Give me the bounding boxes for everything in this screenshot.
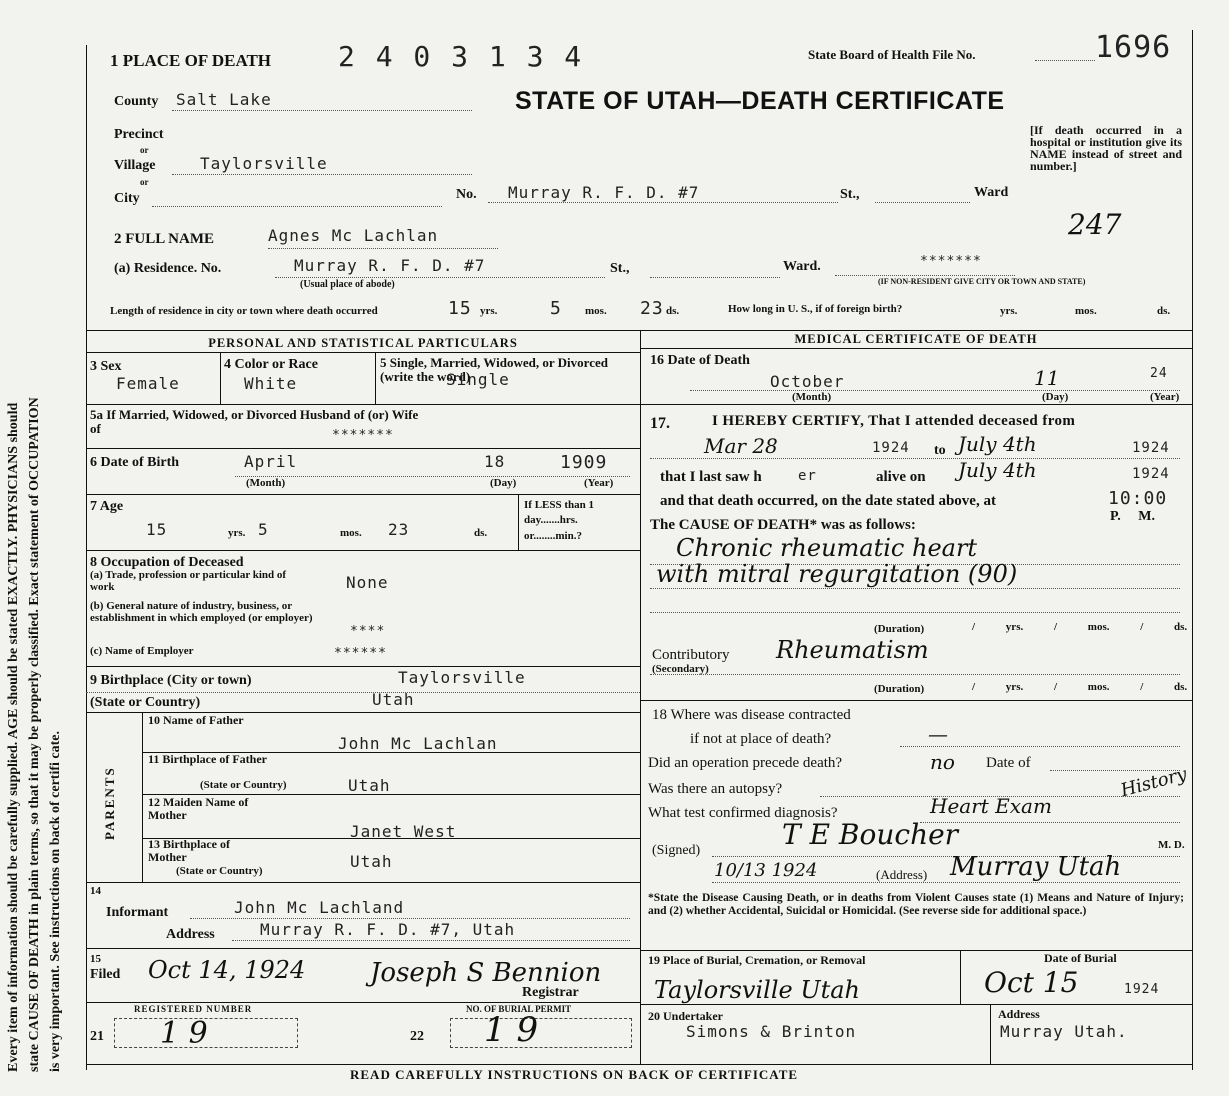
autopsy-label: Was there an autopsy? — [648, 781, 783, 797]
death-time: 10:00 — [1108, 488, 1168, 509]
cause-label: The CAUSE OF DEATH* was as follows: — [650, 517, 916, 533]
residence-ward-value: ******* — [920, 254, 982, 269]
to-date: July 4th — [958, 432, 1037, 456]
or-2: or — [140, 177, 149, 187]
registrar-label: Registrar — [522, 985, 579, 1000]
alive-date: July 4th — [958, 458, 1037, 482]
age-yrs-label: yrs. — [228, 527, 246, 539]
or-1: or — [140, 145, 149, 155]
residence-label: (a) Residence. No. — [114, 261, 222, 276]
village-label: Village — [114, 158, 156, 173]
age-label: 7 Age — [90, 499, 124, 514]
last-saw-pronoun: er — [798, 468, 817, 484]
marital-label: 5 Single, Married, Widowed, or Divorced (write the word) — [380, 355, 608, 384]
permit-prefix: 22 — [410, 1029, 424, 1044]
to-year: 1924 — [1132, 440, 1170, 456]
duration-label-1: (Duration) — [874, 623, 925, 635]
precinct-label: Precinct — [114, 127, 164, 142]
registrar-signature: Joseph S Bennion — [370, 958, 602, 988]
color-label: 4 Color or Race — [224, 357, 318, 372]
q18-label: 18 Where was disease contracted — [652, 707, 851, 723]
burial-date-label: Date of Burial — [1044, 951, 1117, 965]
burial-place-value: Taylorsville Utah — [654, 976, 860, 1004]
how-long-label: How long in U. S., if of foreign birth? — [728, 303, 903, 315]
spouse-label: 5a If Married, Widowed, or Divorced Husband of (or) Wife of — [90, 407, 419, 436]
dob-label: 6 Date of Birth — [90, 455, 180, 470]
length-yrs: 15 — [448, 298, 472, 319]
burial-place-label: 19 Place of Burial, Cremation, or Removal — [648, 953, 866, 967]
us-yrs-label: yrs. — [1000, 305, 1018, 317]
age-yrs: 15 — [146, 520, 168, 539]
death-year-caption: (Year) — [1150, 391, 1180, 403]
full-name-label: 2 FULL NAME — [114, 231, 215, 247]
cause-line-1: Chronic rheumatic heart — [676, 534, 978, 562]
employer-label: (c) Name of Employer — [90, 645, 194, 657]
informant-number: 14 — [90, 885, 101, 897]
trade-label: (a) Trade, profession or particular kind of work — [90, 569, 287, 593]
undertaker-label: 20 Undertaker — [648, 1009, 723, 1023]
contributory-value: Rheumatism — [776, 636, 929, 664]
informant-address: Murray R. F. D. #7, Utah — [260, 920, 516, 939]
contributory-label: Contributory — [652, 647, 730, 663]
undertaker-value: Simons & Brinton — [686, 1022, 857, 1041]
mother-name-label: 12 Maiden Name of Mother — [148, 795, 249, 822]
informant-label: Informant — [106, 905, 169, 920]
duration-label-2: (Duration) — [874, 683, 925, 695]
permit-box — [450, 1018, 632, 1048]
test-label: What test confirmed diagnosis? — [648, 805, 838, 821]
signed-address-label: (Address) — [876, 867, 928, 882]
dob-year-caption: (Year) — [584, 477, 614, 489]
md-label: M. D. — [1158, 839, 1185, 851]
undertaker-address: Murray Utah. — [1000, 1022, 1128, 1041]
operation-value: no — [930, 750, 955, 774]
age-ds: 23 — [388, 520, 410, 539]
sex-label: 3 Sex — [90, 359, 122, 374]
length-mos: 5 — [550, 298, 562, 319]
mother-bp-sub: (State or Country) — [176, 865, 263, 877]
occurred-text: and that death occurred, on the date stated above, at — [660, 493, 996, 509]
dob-month-caption: (Month) — [246, 477, 286, 489]
industry-label: (b) General nature of industry, business, or establishment in which employed (or employer) — [90, 600, 313, 624]
birthplace-label: 9 Birthplace (City or town) — [90, 673, 252, 688]
father-name-value: John Mc Lachlan — [338, 734, 498, 753]
occupation-label: 8 Occupation of Deceased — [90, 555, 244, 570]
trade-value: None — [346, 573, 389, 592]
permit-value: 1 9 — [484, 1010, 539, 1050]
reg-number-value: 1 9 — [160, 1016, 208, 1051]
no-label: No. — [456, 187, 477, 202]
dob-month: April — [244, 452, 298, 471]
spouse-value: ******* — [332, 428, 394, 443]
color-value: White — [244, 374, 298, 393]
marital-value: Single — [446, 370, 510, 389]
sex-value: Female — [116, 374, 180, 393]
length-yrs-label: yrs. — [480, 305, 498, 317]
birthplace-state: Utah — [372, 690, 415, 709]
residence-value: Murray R. F. D. #7 — [294, 256, 486, 275]
q18-sub: if not at place of death? — [690, 731, 832, 747]
age-mos: 5 — [258, 520, 269, 539]
filed-number: 15 — [90, 953, 101, 965]
county-label: County — [114, 94, 159, 109]
undertaker-address-label: Address — [998, 1007, 1040, 1021]
certificate-title: STATE OF UTAH—DEATH CERTIFICATE — [515, 87, 1005, 115]
death-date-label: 16 Date of Death — [650, 353, 750, 368]
certify-text: I HEREBY CERTIFY, That I attended deceased from — [712, 413, 1076, 429]
duration-marks-1: / yrs. / mos. / ds. — [972, 621, 1188, 633]
parents-label: PARENTS — [102, 766, 117, 840]
ward-label: Ward — [974, 185, 1009, 200]
dob-day: 18 — [484, 452, 506, 471]
from-date: Mar 28 — [704, 434, 778, 458]
st-label: St., — [840, 187, 860, 202]
length-ds: 23 — [640, 298, 664, 319]
q18-answer: — — [928, 722, 948, 746]
us-ds-label: ds. — [1157, 305, 1171, 317]
hospital-note: [If death occurred in a hospital or institution give its NAME instead of street and number.] — [1030, 123, 1182, 173]
reg-number-prefix: 21 — [90, 1029, 104, 1044]
age-ds-label: ds. — [474, 527, 488, 539]
mother-name-value: Janet West — [350, 822, 457, 841]
autopsy-value: History — [1118, 763, 1190, 802]
industry-value: **** — [350, 624, 386, 639]
secondary-label: (Secondary) — [652, 663, 709, 675]
alive-year: 1924 — [1132, 466, 1170, 482]
employer-value: ****** — [334, 646, 387, 661]
operation-label: Did an operation precede death? — [648, 755, 843, 771]
side-instructions-2: state CAUSE OF DEATH in plain terms, so that it may be properly classified. Exact statement of OCCUPATION — [27, 397, 42, 1072]
alive-on-label: alive on — [876, 469, 926, 485]
usual-abode-caption: (Usual place of abode) — [300, 279, 395, 290]
city-label: City — [114, 191, 140, 206]
father-name-label: 10 Name of Father — [148, 713, 244, 727]
file-number: 1696 — [1095, 30, 1172, 65]
street-no-value: Murray R. F. D. #7 — [508, 183, 700, 202]
father-bp-sub: (State or Country) — [200, 779, 287, 791]
mother-bp-value: Utah — [350, 852, 393, 871]
us-mos-label: mos. — [1075, 305, 1097, 317]
cause-footnote: *State the Disease Causing Death, or in deaths from Violent Causes state (1) Means and Nature of Injury; and (2) whether Accidental, Suicidal or Homicidal. (See reverse side for additional space.) — [648, 892, 1184, 917]
full-name-value: Agnes Mc Lachlan — [268, 226, 439, 245]
stamp-number: 2 4 0 3 1 3 4 — [338, 40, 584, 73]
to-label: to — [934, 443, 946, 458]
burial-date-value: Oct 15 — [984, 966, 1079, 999]
death-year: 24 — [1150, 366, 1168, 381]
side-instructions-1: Every item of information should be carefully supplied. AGE should be stated EXACTLY. PHYSICIANS should — [6, 402, 21, 1072]
informant-address-label: Address — [166, 927, 215, 942]
from-year: 1924 — [872, 440, 910, 456]
informant-value: John Mc Lachland — [234, 898, 405, 917]
signed-address: Murray Utah — [950, 852, 1122, 882]
pm-label: P. M. — [1110, 509, 1155, 524]
residence-st-label: St., — [610, 261, 630, 276]
last-saw-text: that I last saw h — [660, 469, 762, 485]
father-bp-label: 11 Birthplace of Father — [148, 752, 267, 766]
burial-year: 1924 — [1124, 982, 1160, 997]
death-day: 11 — [1034, 366, 1060, 390]
length-mos-label: mos. — [585, 305, 607, 317]
date-of-label: Date of — [986, 755, 1031, 771]
duration-marks-2: / yrs. / mos. / ds. — [972, 681, 1188, 693]
mother-bp-label: 13 Birthplace of Mother — [148, 837, 230, 864]
personal-section-title: PERSONAL AND STATISTICAL PARTICULARS — [208, 336, 518, 350]
father-bp-value: Utah — [348, 776, 391, 795]
residence-ward-label: Ward. — [783, 259, 821, 274]
death-day-caption: (Day) — [1042, 391, 1069, 403]
age-mos-label: mos. — [340, 527, 362, 539]
side-instructions-3: is very important. See instructions on back of certifi cate. — [48, 731, 63, 1072]
signed-date: 10/13 1924 — [714, 860, 818, 881]
village-value: Taylorsville — [200, 154, 328, 173]
filed-date: Oct 14, 1924 — [148, 956, 306, 984]
permit-label: NO. OF BURIAL PERMIT — [466, 1004, 572, 1014]
side-number: 247 — [1068, 208, 1122, 241]
cause-line-2: with mitral regurgitation (90) — [656, 560, 1018, 588]
medical-section-title: MEDICAL CERTIFICATE OF DEATH — [794, 332, 1038, 346]
less-than-label: If LESS than 1 day.......hrs. or........min.? — [524, 499, 595, 542]
length-residence-label: Length of residence in city or town where death occurred — [110, 305, 378, 317]
signed-label: (Signed) — [652, 843, 701, 858]
signature-value: T E Boucher — [782, 818, 959, 851]
county-value: Salt Lake — [176, 90, 272, 109]
death-month: October — [770, 372, 845, 391]
state-country-label: (State or Country) — [90, 695, 201, 710]
nonresident-caption: (IF NON-RESIDENT GIVE CITY OR TOWN AND STATE) — [878, 277, 1086, 286]
dob-year: 1909 — [560, 452, 608, 473]
filed-label: Filed — [90, 967, 121, 982]
test-value: Heart Exam — [930, 794, 1052, 818]
dob-day-caption: (Day) — [490, 477, 517, 489]
place-of-death-label: 1 PLACE OF DEATH — [110, 51, 272, 70]
birthplace-city: Taylorsville — [398, 668, 526, 687]
death-month-caption: (Month) — [792, 391, 832, 403]
file-no-label: State Board of Health File No. — [808, 47, 976, 62]
footer-instructions: READ CAREFULLY INSTRUCTIONS ON BACK OF CERTIFICATE — [350, 1067, 799, 1082]
length-ds-label: ds. — [666, 305, 680, 317]
reg-number-label: REGISTERED NUMBER — [134, 1004, 253, 1014]
certify-number: 17. — [650, 415, 670, 432]
